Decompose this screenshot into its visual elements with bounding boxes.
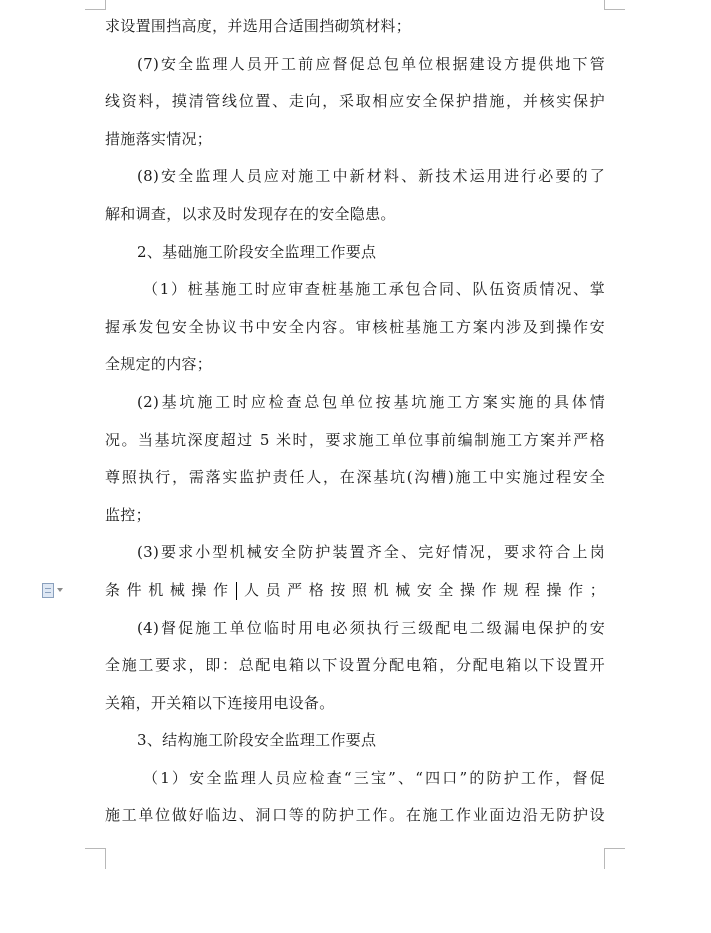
section-heading: 3、结构施工阶段安全监理工作要点	[137, 731, 377, 750]
chevron-down-icon	[57, 588, 63, 592]
text-segment: 条件机械操作	[105, 580, 235, 599]
text-line: (3)要求小型机械安全防护装置齐全、完好情况，要求符合上岗	[137, 543, 605, 562]
text-line: 握承发包安全协议书中安全内容。审核桩基施工方案内涉及到操作安	[105, 317, 605, 336]
text-line: 关箱，开关箱以下连接用电设备。	[105, 693, 335, 712]
text-line: (2)基坑施工时应检查总包单位按基坑施工方案实施的具体情	[137, 392, 605, 411]
text-line: 求设置围挡高度，并选用合适围挡砌筑材料；	[105, 17, 412, 35]
crop-mark-bottom-left	[85, 848, 106, 869]
text-line: （1）桩基施工时应审查桩基施工承包合同、队伍资质情况、掌	[143, 280, 605, 299]
text-line: 线资料，摸清管线位置、走向，采取相应安全保护措施，并核实保护	[105, 92, 605, 111]
section-heading: 2、基础施工阶段安全监理工作要点	[137, 242, 377, 261]
text-line: 措施落实情况；	[105, 129, 213, 148]
text-line: 尊照执行，需落实监护责任人，在深基坑(沟槽)施工中实施过程安全	[105, 468, 605, 487]
text-cursor	[236, 582, 237, 600]
text-line: 全规定的内容；	[105, 355, 213, 374]
text-line: 监控；	[105, 505, 151, 524]
text-line: 施工单位做好临边、洞口等的防护工作。在施工作业面边沿无防护设	[105, 806, 605, 825]
crop-mark-bottom-right	[604, 848, 625, 869]
text-line: (8)安全监理人员应对施工中新材料、新技术运用进行必要的了	[137, 167, 605, 186]
text-line: 解和调查，以求及时发现存在的安全隐患。	[105, 204, 396, 223]
document-icon	[42, 583, 54, 598]
crop-mark-top-right	[604, 0, 625, 10]
text-line: （1）安全监理人员应检查“三宝”、“四口”的防护工作，督促	[143, 768, 605, 787]
document-body[interactable]	[105, 8, 605, 835]
paragraph-options-icon[interactable]	[42, 582, 72, 598]
text-line-with-cursor	[105, 572, 605, 610]
text-segment: 人员严格按照机械安全操作规程操作；	[237, 580, 605, 599]
text-line: (7)安全监理人员开工前应督促总包单位根据建设方提供地下管	[137, 54, 605, 73]
text-line: 况。当基坑深度超过 5 米时，要求施工单位事前编制施工方案并严格	[105, 430, 605, 449]
text-line: (4)督促施工单位临时用电必须执行三级配电二级漏电保护的安	[137, 618, 605, 637]
crop-mark-top-left	[85, 0, 106, 10]
text-line: 全施工要求，即：总配电箱以下设置分配电箱，分配电箱以下设置开	[105, 656, 605, 675]
